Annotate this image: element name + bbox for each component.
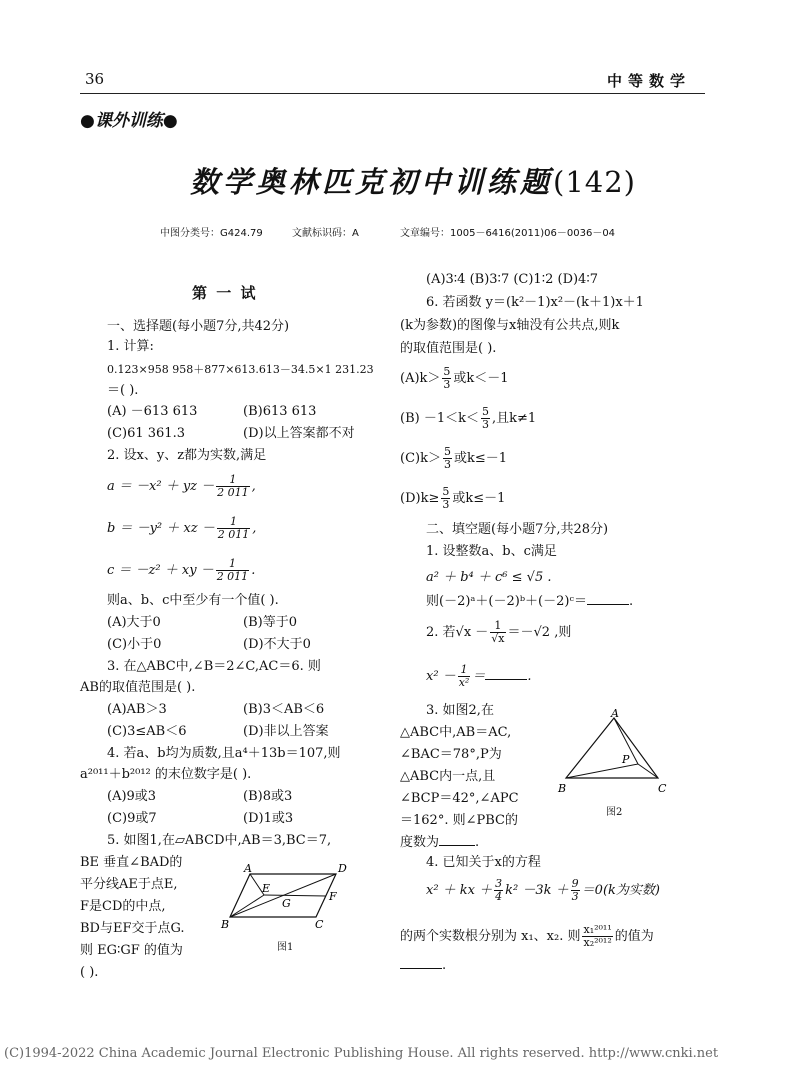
p2q2-stem-post: ＝－√2 ,则 <box>507 625 572 640</box>
q6-d-frac <box>441 486 450 511</box>
q4-stem: 4. 若a、b均为质数,且a⁴＋13b＝107,则 <box>107 746 341 761</box>
q5-line-4: F是CD的中点, <box>80 899 166 914</box>
q5-line-5: BD与EF交于点G. <box>80 921 185 936</box>
frac-num: 1 <box>217 516 251 529</box>
q5-line-1: 5. 如图1,在▱ABCD中,AB＝3,BC＝7, <box>107 833 332 848</box>
q2-a-expr: a ＝ －x² ＋ yz － <box>107 479 215 494</box>
header-rule <box>80 93 705 94</box>
q2-conclusion: 则a、b、c中至少有一个值( ). <box>107 593 279 608</box>
meta-doc-code: 文献标识码：A <box>292 228 359 239</box>
q1-expression-end: ＝( ). <box>107 383 139 398</box>
q4-option-b: (B)8或3 <box>243 789 293 804</box>
p2q2-ask: x² － $\frac{1}{\text{x²}}$ ＝ . <box>426 663 532 689</box>
frac-den: 3 <box>443 458 451 471</box>
frac-num: 3 <box>495 877 503 890</box>
frac-num: x₁²⁰¹¹ <box>583 923 612 936</box>
q6-option-c <box>400 446 507 471</box>
q6-option-b <box>400 406 536 431</box>
q2-c-frac <box>216 558 250 583</box>
segment-bp <box>566 764 638 778</box>
q6-d-pre: (D)k≥ <box>400 491 440 506</box>
frac-den: 2 011 <box>217 528 250 541</box>
q3-option-a: (A)AB＞3 <box>107 702 167 717</box>
title-number: (142) <box>553 165 636 199</box>
p2q2-frac-2 <box>458 664 471 689</box>
frac-den: x² <box>458 676 470 689</box>
p2q4-ask-post: 的值为 <box>614 929 654 944</box>
q2-option-a: (A)大于0 <box>107 615 161 630</box>
q6-stem-2: (k为参数)的图像与x轴没有公共点,则k <box>400 318 620 333</box>
p2q1-ask-text: 则(－2)ᵃ＋(－2)ᵇ＋(－2)ᶜ＝ <box>426 594 587 609</box>
frac-num: 5 <box>443 365 451 378</box>
q6-stem: 6. 若函数 y＝(k²－1)x²－(k＋1)x＋1 <box>426 295 644 310</box>
meta-article-no: 文章编号：1005－6416(2011)06－0036－04 <box>400 228 616 239</box>
p2q4-stem: 4. 已知关于x的方程 <box>426 855 541 870</box>
q5-line-3: 平分线AE于点E, <box>80 877 178 892</box>
q1-stem: 1. 计算: <box>107 339 154 354</box>
q2-option-c: (C)小于0 <box>107 637 162 652</box>
q4-option-a: (A)9或3 <box>107 789 157 804</box>
q6-b-post: ,且k≠1 <box>491 411 537 426</box>
frac-den: √x <box>491 632 505 645</box>
q4-stem-2: a²⁰¹¹＋b²⁰¹² 的末位数字是( ). <box>80 767 252 782</box>
q3-option-b: (B)3＜AB＜6 <box>243 702 325 717</box>
q3-stem: 3. 在△ABC中,∠B＝2∠C,AC＝6. 则 <box>107 659 321 674</box>
label-b: B <box>221 918 230 931</box>
q6-b-pre: (B) －1＜k＜ <box>400 411 479 426</box>
q4-option-c: (C)9或7 <box>107 811 157 826</box>
q4-option-d: (D)1或3 <box>243 811 294 826</box>
label-c: C <box>658 782 667 795</box>
q1-option-a: (A) －613 613 <box>107 404 198 419</box>
q5-line-2: BE 垂直∠BAD的 <box>80 855 183 870</box>
q6-b-frac <box>481 406 490 431</box>
title-main: 数学奥林匹克初中训练题 <box>190 165 554 199</box>
frac-den: x₂²⁰¹² <box>583 936 612 949</box>
p2q2-stem-pre: 2. 若√x － <box>426 625 489 640</box>
p2q4-eq-mid: k² －3k ＋ <box>505 883 569 898</box>
article-title <box>190 160 636 201</box>
frac-den: 3 <box>443 378 451 391</box>
p2q4-ratio <box>582 924 612 949</box>
q2-c-eq: c ＝ －z² ＋ xy － $\frac{1}{2 011}$ . <box>107 557 256 583</box>
p2q1-condition: a² ＋ b⁴ ＋ c⁶ ≤ √5 . <box>426 570 552 585</box>
p2q3-line-2: △ABC中,AB＝AC, <box>400 725 512 740</box>
frac-num: 1 <box>216 474 250 487</box>
p2q1-stem: 1. 设整数a、b、c满足 <box>426 544 557 559</box>
p2q3-line-7: 度数为 . <box>400 835 480 850</box>
label-b: B <box>558 782 567 795</box>
q3-option-c: (C)3≤AB＜6 <box>107 724 187 739</box>
copyright-footer: (C)1994-2022 China Academic Journal Electronic Publishing House. All rights reserved. http://www.cnki.net <box>4 1046 719 1061</box>
label-c: C <box>315 918 324 931</box>
q1-expression: 0.123×958 958＋877×613.613－34.5×1 231.23 <box>107 363 374 376</box>
p2q2-ask-pre: x² － <box>426 669 456 684</box>
p2q4-equation <box>426 878 660 903</box>
p2q2-stem <box>426 620 571 645</box>
q2-b-frac <box>217 516 251 541</box>
q6-c-frac <box>443 446 452 471</box>
p2q2-ask-post: ＝ <box>472 669 486 684</box>
p2q4-ask <box>400 924 654 949</box>
p2q2-frac-1 <box>490 620 505 645</box>
q2-c-expr: c ＝ －z² ＋ xy － <box>107 563 214 578</box>
frac-num: 9 <box>571 877 579 890</box>
frac-num: 1 <box>458 664 471 677</box>
q5-line-6: 则 EG∶GF 的值为 <box>80 943 183 958</box>
q6-a-post: 或k＜－1 <box>453 371 509 386</box>
frac-num: 5 <box>443 445 451 458</box>
page-number: 36 <box>85 70 105 88</box>
label-p: P <box>622 753 630 766</box>
answer-blank <box>485 667 527 680</box>
label-a: A <box>611 708 619 720</box>
label-a: A <box>244 862 252 875</box>
q3-stem-2: AB的取值范围是( ). <box>80 680 196 695</box>
q2-option-b: (B)等于0 <box>243 615 297 630</box>
q1-option-d: (D)以上答案都不对 <box>243 426 355 441</box>
frac-den: 3 <box>442 498 450 511</box>
figure-1-caption: 图1 <box>277 942 294 953</box>
p2q4-answer-line: . <box>400 956 446 976</box>
frac-den: 4 <box>495 890 503 903</box>
answer-blank <box>400 956 442 969</box>
q2-option-d: (D)不大于0 <box>243 637 311 652</box>
q6-stem-3: 的取值范围是( ). <box>400 341 497 356</box>
q2-a-frac <box>216 474 250 499</box>
label-g: G <box>282 897 291 910</box>
p2q3-line-6: ＝162°. 则∠PBC的 <box>400 813 518 828</box>
q2-b-eq: b ＝ －y² ＋ xz － $\frac{1}{2 011}$ , <box>107 515 257 541</box>
p2q4-eq-post: ＝0(k为实数) <box>581 883 660 898</box>
part2-heading: 二、填空题(每小题7分,共28分) <box>426 522 609 537</box>
part1-heading: 一、选择题(每小题7分,共42分) <box>107 319 290 334</box>
figure-2-caption: 图2 <box>606 807 623 818</box>
q6-option-a <box>400 366 509 391</box>
q6-c-pre: (C)k＞ <box>400 451 441 466</box>
meta-clc: 中图分类号：G424.79 <box>160 228 263 239</box>
q6-a-frac <box>442 366 451 391</box>
q6-a-pre: (A)k＞ <box>400 371 441 386</box>
journal-name: 中等数学 <box>607 72 692 90</box>
q2-stem: 2. 设x、y、z都为实数,满足 <box>107 448 267 463</box>
q1-option-c: (C)61 361.3 <box>107 426 185 441</box>
q3-option-d: (D)非以上答案 <box>243 724 329 739</box>
frac-num: 1 <box>490 620 505 633</box>
answer-blank <box>587 592 629 605</box>
segment-cp <box>638 764 658 778</box>
section-tag: ●课外训练● <box>80 111 178 131</box>
q5-line-7: ( ). <box>80 965 99 980</box>
p2q3-line-5: ∠BCP＝42°,∠APC <box>400 791 519 806</box>
q6-option-d <box>400 486 505 511</box>
p2q3-line-7-text: 度数为 <box>400 835 440 850</box>
frac-num: 5 <box>481 405 489 418</box>
p2q3-line-4: △ABC内一点,且 <box>400 769 496 784</box>
p2q3-line-3: ∠BAC＝78°,P为 <box>400 747 502 762</box>
p2q4-eq-pre: x² ＋ kx ＋ <box>426 883 493 898</box>
figure-1-parallelogram <box>218 862 358 932</box>
frac-den: 2 011 <box>217 486 249 499</box>
frac-num: 1 <box>216 558 250 571</box>
p2q1-ask: 则(－2)ᵃ＋(－2)ᵇ＋(－2)ᶜ＝ . <box>426 594 634 609</box>
frac-num: 5 <box>442 485 450 498</box>
frac-den: 2 011 <box>216 570 249 583</box>
q6-d-post: 或k≤－1 <box>452 491 506 506</box>
test-heading: 第 一 试 <box>192 284 258 302</box>
figure-2-triangle <box>556 708 676 798</box>
segment-ef <box>264 895 326 896</box>
p2q4-frac-2 <box>571 878 580 903</box>
label-e: E <box>262 882 271 895</box>
label-d: D <box>338 862 347 875</box>
q2-b-expr: b ＝ －y² ＋ xz － <box>107 521 215 536</box>
q1-option-b: (B)613 613 <box>243 404 317 419</box>
q6-c-post: 或k≤－1 <box>453 451 508 466</box>
q5-options: (A)3∶4 (B)3∶7 (C)1∶2 (D)4∶7 <box>426 272 598 287</box>
frac-den: 3 <box>571 890 579 903</box>
p2q4-frac-1 <box>494 878 503 903</box>
p2q3-line-1: 3. 如图2,在 <box>426 703 494 718</box>
frac-den: 3 <box>481 418 489 431</box>
q2-a-eq: a ＝ －x² ＋ yz － $\frac{1}{2 011}$ , <box>107 473 256 499</box>
label-f: F <box>329 890 337 903</box>
p2q4-ask-pre: 的两个实数根分别为 x₁、x₂. 则 <box>400 929 581 944</box>
answer-blank <box>439 833 475 846</box>
